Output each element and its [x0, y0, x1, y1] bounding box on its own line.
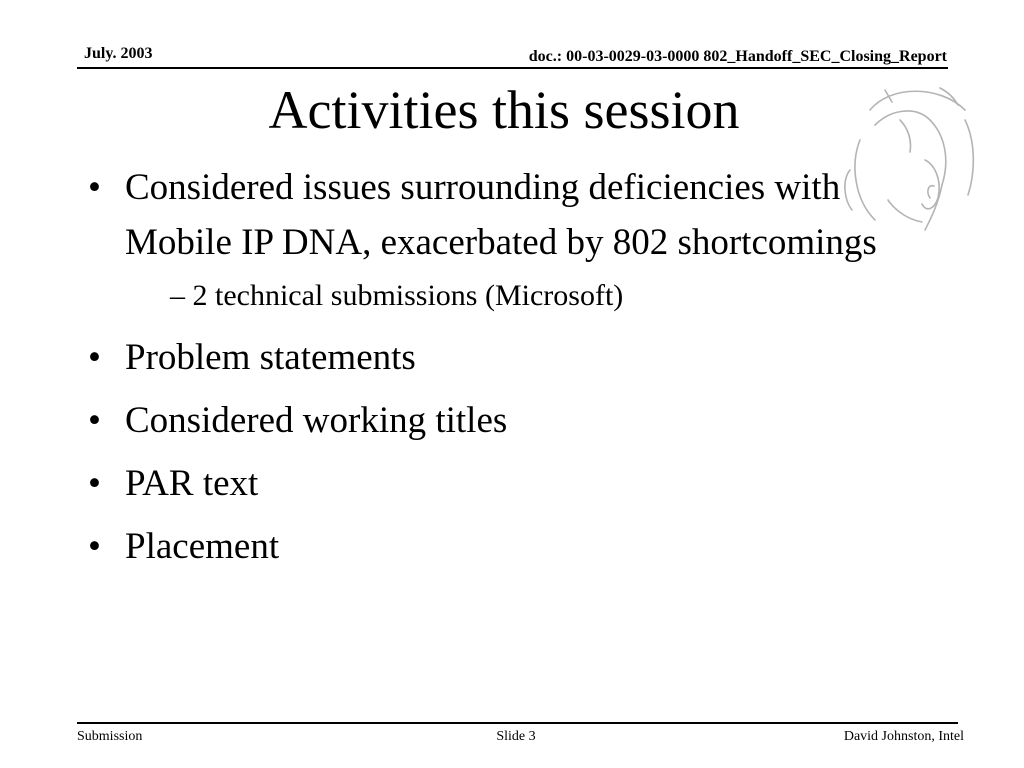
bullet-text: Considered issues surrounding deficiencies with Mobile IP DNA, exacerbated by 802 shortcomings	[125, 167, 877, 263]
bullet-text: PAR text	[125, 463, 259, 504]
slide-title: Activities this session	[268, 80, 740, 140]
bullet-text: Placement	[125, 526, 280, 567]
header-date: July. 2003	[84, 45, 153, 62]
bullet-item	[80, 393, 940, 448]
bullet-text: Problem statements	[125, 337, 416, 378]
bullet-marker: •	[88, 400, 101, 441]
sub-bullet-item	[80, 276, 940, 316]
header-doc-reference: doc.: 00-03-0029-03-0000 802_Handoff_SEC_Closing_Report	[528, 48, 947, 65]
bullet-text: Considered working titles	[125, 400, 508, 441]
bullet-item	[80, 456, 940, 511]
bullet-item	[80, 330, 940, 385]
footer-rule	[77, 722, 958, 724]
header-rule	[77, 67, 948, 69]
sub-bullet-text: 2 technical submissions (Microsoft)	[192, 279, 624, 312]
bullet-marker: •	[88, 526, 101, 567]
bullet-item	[80, 519, 940, 574]
bullet-marker: •	[88, 463, 101, 504]
bullet-marker: •	[88, 337, 101, 378]
footer-submission: Submission	[77, 729, 143, 744]
footer-author: David Johnston, Intel	[843, 729, 964, 744]
footer-slide-number: Slide 3	[496, 729, 536, 744]
bullet-item	[80, 160, 940, 270]
sub-bullet-marker: –	[170, 279, 185, 312]
bullet-list	[80, 160, 940, 582]
bullet-marker: •	[88, 167, 101, 208]
